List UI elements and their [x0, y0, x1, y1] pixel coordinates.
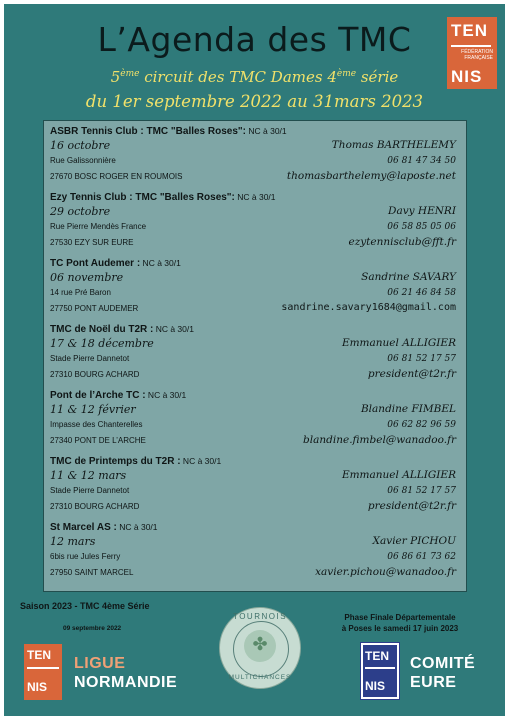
club-entry	[50, 258, 460, 322]
badge-bottom-text: MULTICHANCES	[228, 674, 292, 681]
club-name-text: TC Pont Audemer :	[50, 258, 141, 269]
club-name	[50, 324, 194, 335]
ligue-normandie-text	[74, 654, 177, 692]
club-date: 11 & 12 février	[50, 403, 136, 416]
period-subtitle: du 1er septembre 2022 au 31mars 2023	[85, 92, 424, 111]
club-date: 17 & 18 décembre	[50, 337, 154, 350]
club-street: Impasse des Chanterelles	[50, 420, 143, 429]
subtitle-middle: circuit des TMC Dames 4	[139, 68, 337, 86]
club-name	[50, 522, 158, 533]
club-level: NC à 30/1	[116, 522, 158, 532]
club-city: 27530 EZY SUR EURE	[50, 238, 134, 247]
ligue-logo-line1: TEN	[27, 648, 51, 662]
club-phone: 06 62 82 96 59	[387, 420, 456, 430]
document-date: 09 septembre 2022	[63, 625, 122, 632]
badge-top-text: TOURNOIS	[232, 612, 288, 621]
tennis-logo-top	[447, 17, 497, 89]
club-level: NC à 30/1	[180, 456, 222, 466]
club-city: 27950 SAINT MARCEL	[50, 568, 134, 577]
club-phone: 06 81 52 17 57	[387, 354, 456, 364]
club-phone: 06 58 85 05 06	[387, 222, 456, 232]
club-street: Stade Pierre Dannetot	[50, 486, 130, 495]
club-city: 27670 BOSC ROGER EN ROUMOIS	[50, 172, 183, 181]
club-date: 12 mars	[50, 535, 96, 548]
club-contact: Sandrine SAVARY	[361, 271, 456, 283]
club-phone: 06 86 61 73 62	[387, 552, 456, 562]
subtitle-end: série	[356, 68, 399, 86]
club-street: Stade Pierre Dannetot	[50, 354, 130, 363]
final-phase-line1: Phase Finale Départementale	[344, 613, 456, 622]
club-date: 16 octobre	[50, 139, 111, 152]
circuit-subtitle	[0, 68, 509, 86]
club-street: 6bis rue Jules Ferry	[50, 552, 121, 561]
club-contact: Emmanuel ALLIGIER	[341, 337, 456, 349]
club-email[interactable]: sandrine.savary1684@gmail.com	[281, 302, 456, 313]
club-name	[50, 390, 186, 401]
club-name-text: TMC de Noël du T2R :	[50, 324, 154, 335]
club-city: 27310 BOURG ACHARD	[50, 502, 140, 511]
club-name-text: ASBR Tennis Club : TMC "Balles Roses":	[50, 126, 246, 137]
club-contact: Thomas BARTHELEMY	[331, 139, 456, 151]
club-level: NC à 30/1	[140, 258, 181, 268]
club-entry	[50, 126, 460, 190]
club-entry	[50, 324, 460, 388]
final-phase-line2: à Poses le samedi 17 juin 2023	[341, 624, 459, 633]
comite-line2: EURE	[410, 674, 457, 691]
comite-logo-bar	[365, 667, 395, 669]
club-name	[50, 126, 287, 137]
club-email[interactable]: thomasbarthelemy@laposte.net	[286, 170, 456, 182]
club-contact: Emmanuel ALLIGIER	[341, 469, 456, 481]
club-city: 27340 PONT DE L’ARCHE	[50, 436, 146, 445]
club-name-text: TMC de Printemps du T2R :	[50, 456, 181, 467]
subtitle-sup-2: ème	[336, 69, 357, 79]
club-level: NC à 30/1	[145, 390, 187, 400]
club-entry	[50, 522, 460, 586]
club-phone: 06 21 46 84 58	[387, 288, 456, 298]
comite-line1: COMITÉ	[410, 655, 476, 672]
ligue-line1: LIGUE	[74, 655, 126, 672]
club-email[interactable]: blandine.fimbel@wanadoo.fr	[303, 434, 456, 446]
comite-logo-line2: NIS	[365, 679, 386, 693]
club-level: NC à 30/1	[234, 192, 276, 202]
club-city: 27750 PONT AUDEMER	[50, 304, 139, 313]
club-street: Rue Galissonnière	[50, 156, 116, 165]
club-name	[50, 192, 276, 203]
ligue-line2: NORMANDIE	[74, 674, 178, 691]
logo-top-federation: FÉDÉRATION FRANÇAISE	[461, 49, 493, 61]
club-date: 11 & 12 mars	[50, 469, 127, 482]
club-level: NC à 30/1	[153, 324, 194, 334]
club-email[interactable]: ezytennisclub@fft.fr	[348, 236, 456, 248]
comite-logo-inner	[363, 645, 397, 697]
clover-icon	[244, 630, 276, 662]
subtitle-sup-1: ème	[120, 69, 140, 79]
club-phone: 06 81 52 17 57	[387, 486, 456, 496]
final-phase-info	[310, 612, 490, 634]
tournois-multichances-badge	[219, 607, 301, 689]
comite-eure-text	[410, 654, 475, 692]
club-street: Rue Pierre Mendès France	[50, 222, 147, 231]
club-entry	[50, 456, 460, 520]
comite-tennis-logo	[360, 642, 400, 700]
ligue-logo-bar	[27, 667, 59, 669]
comite-logo-line1: TEN	[365, 649, 389, 663]
club-name	[50, 456, 221, 467]
logo-top-line2: NIS	[451, 67, 483, 86]
clover-glyph: ✤	[252, 634, 268, 654]
club-name-text: Pont de l’Arche TC :	[50, 390, 146, 401]
club-street: 14 rue Pré Baron	[50, 288, 111, 297]
club-contact: Blandine FIMBEL	[360, 403, 456, 415]
club-name	[50, 258, 181, 269]
ligue-logo-line2: NIS	[27, 680, 48, 694]
club-contact: Xavier PICHOU	[372, 535, 456, 547]
subtitle-number: 5	[110, 68, 121, 86]
club-phone: 06 81 47 34 50	[387, 156, 456, 166]
club-email[interactable]: president@t2r.fr	[367, 500, 456, 512]
club-entry	[50, 390, 460, 454]
ligue-tennis-logo	[24, 644, 62, 700]
agenda-box	[43, 120, 467, 592]
club-city: 27310 BOURG ACHARD	[50, 370, 140, 379]
club-email[interactable]: xavier.pichou@wanadoo.fr	[315, 566, 456, 578]
club-contact: Davy HENRI	[388, 205, 456, 217]
page-title: L’Agenda des TMC	[97, 20, 412, 59]
club-level: NC à 30/1	[246, 126, 287, 136]
club-date: 06 novembre	[50, 271, 124, 284]
logo-top-bar	[451, 45, 491, 47]
season-label: Saison 2023 - TMC 4ème Série	[20, 601, 150, 611]
club-date: 29 octobre	[50, 205, 111, 218]
club-name-text: St Marcel AS :	[50, 522, 117, 533]
logo-top-line1: TEN	[451, 21, 488, 40]
club-entry	[50, 192, 460, 256]
club-email[interactable]: president@t2r.fr	[367, 368, 456, 380]
club-name-text: Ezy Tennis Club : TMC "Balles Roses":	[50, 192, 235, 203]
